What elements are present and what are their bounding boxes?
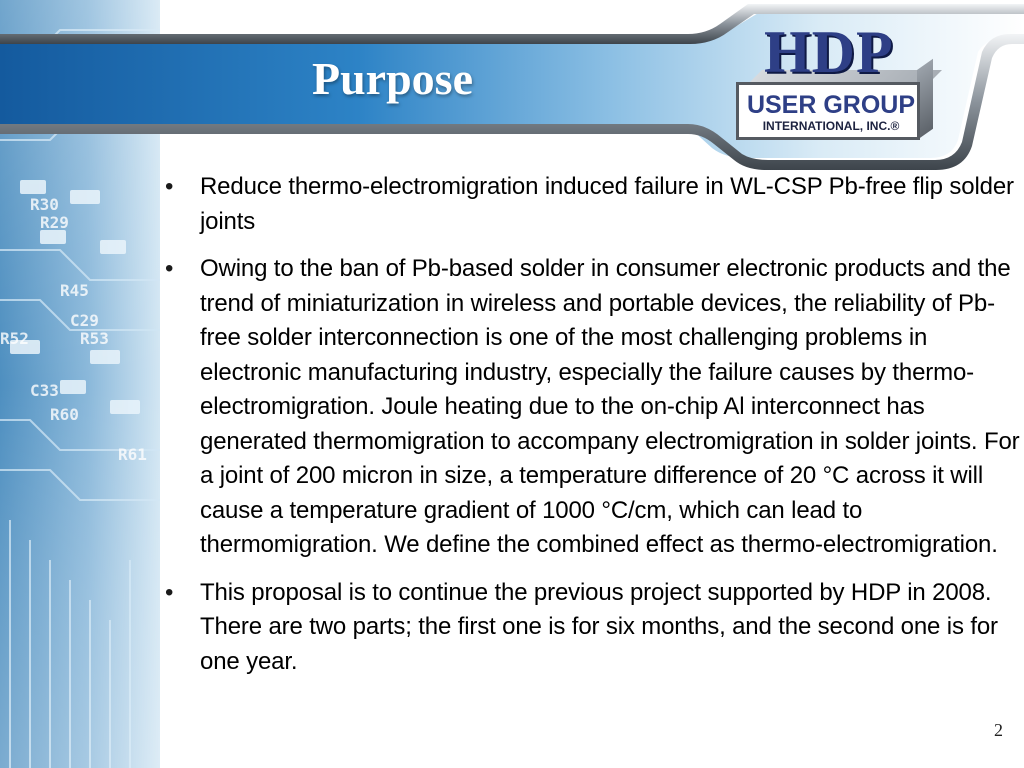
slide-title: Purpose <box>312 53 473 104</box>
hdp-logo <box>728 20 938 148</box>
slide-body <box>160 170 1024 692</box>
bullet-list <box>160 170 1024 679</box>
bullet-text: This proposal is to continue the previous project supported by HDP in 2008. There are two parts; the first one is for six months, and the second one is for one year. <box>200 578 998 675</box>
bullet-text: Owing to the ban of Pb-based solder in consumer electronic products and the trend of miniaturization in wireless and portable devices, the reliability of Pb-free solder interconnection is one of the most challenging problems in electronic manufacturing industry, especially the failure causes by thermo-electromigration. Joule heating due to the on-chip Al interconnect has generated thermomigration to accompany electromigration in solder joints. For a joint of 200 micron in size, a temperature difference of 20 °C across it will cause a temperature gradient of 1000 °C/cm, which can lead to thermomigration. We define the combined effect as thermo-electromigration. <box>200 255 1020 558</box>
logo-user-group-text: USER GROUP <box>746 91 916 119</box>
bullet-item <box>160 576 1024 680</box>
bullet-dot-icon: • <box>165 173 174 200</box>
logo-hdp-text: HDP <box>764 19 894 85</box>
logo-international-text: INTERNATIONAL, INC.® <box>762 119 900 133</box>
bullet-item <box>160 170 1024 239</box>
bullet-text: Reduce thermo-electromigration induced failure in WL-CSP Pb-free flip solder joints <box>200 173 1014 235</box>
bullet-dot-icon: • <box>165 255 174 282</box>
page-number: 2 <box>994 720 1003 740</box>
bullet-dot-icon: • <box>165 578 174 606</box>
bullet-item <box>160 252 1024 563</box>
